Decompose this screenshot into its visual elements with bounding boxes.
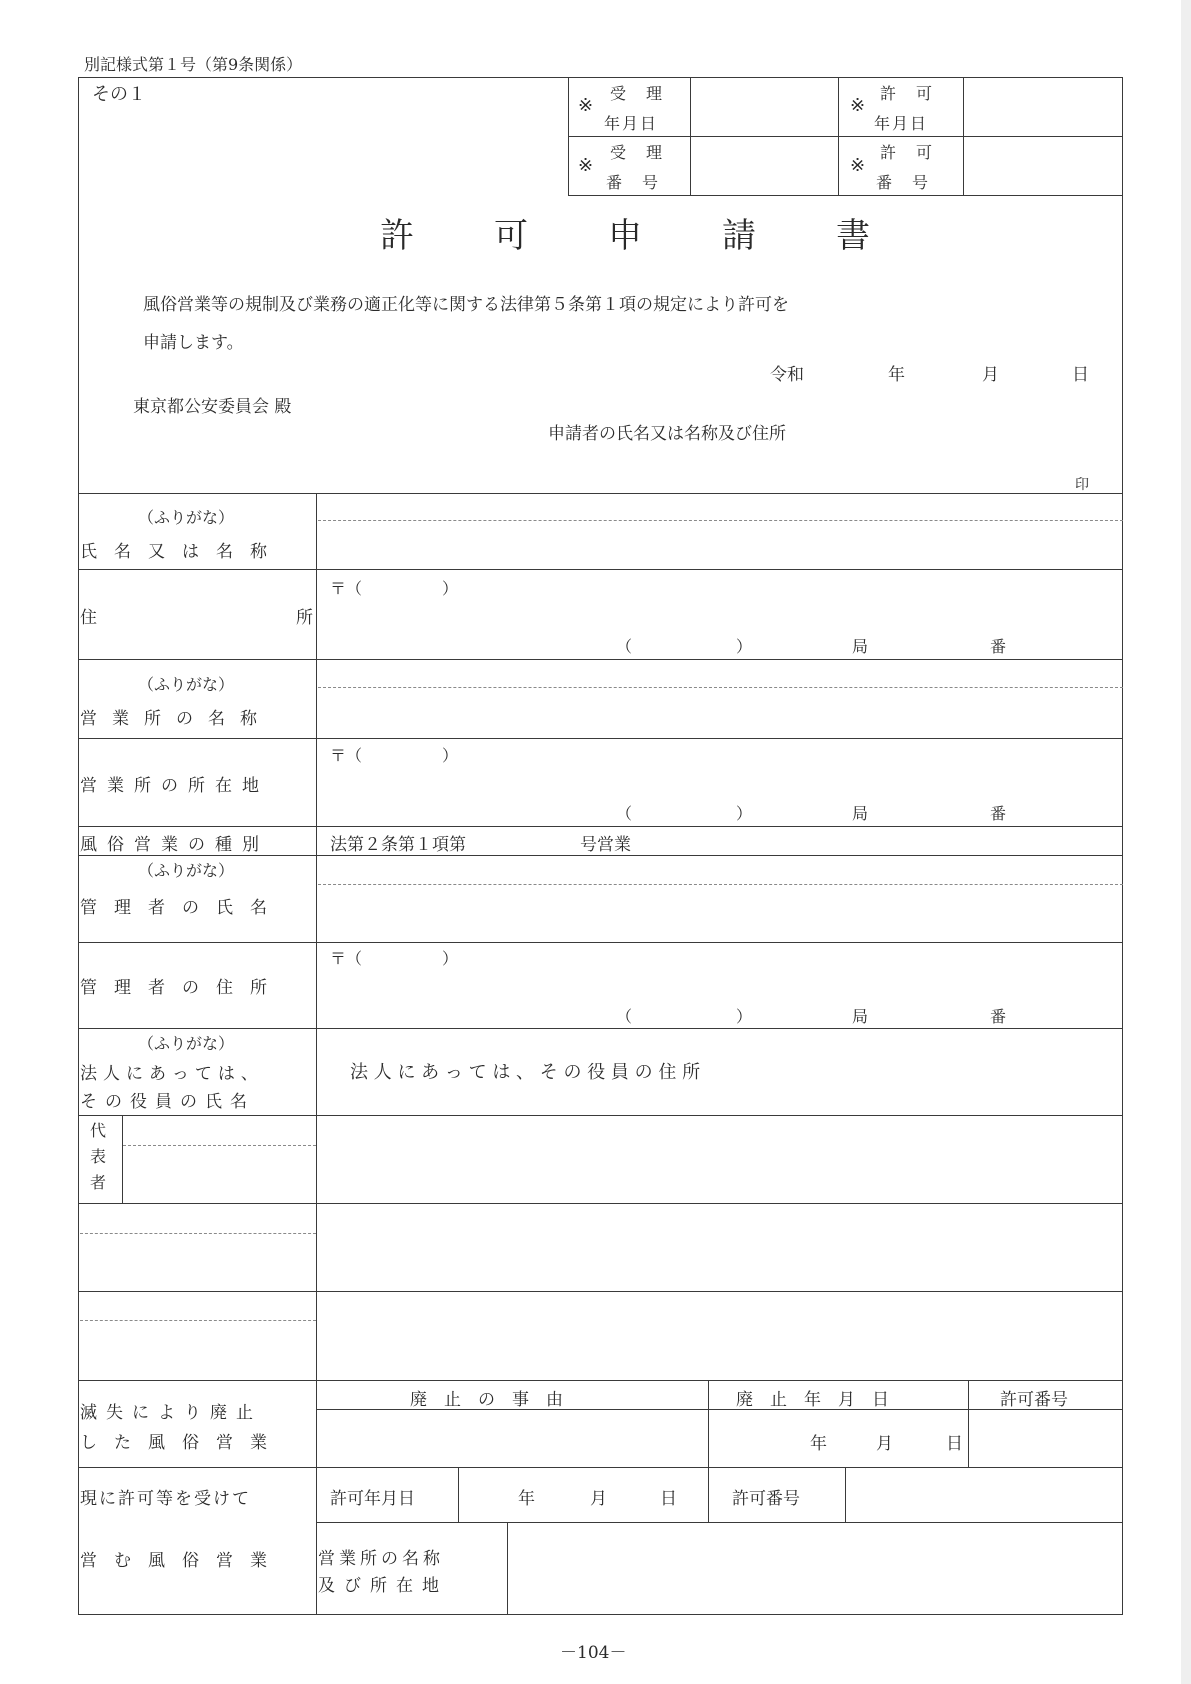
abolish-date-header: 廃 止 年 月 日 — [736, 1390, 889, 1410]
phone-open: （ — [616, 637, 633, 656]
name-label: 氏名又は名称 — [80, 542, 284, 562]
abolished-label-line-1: 滅失により廃止 — [80, 1403, 262, 1423]
business-type-suffix: 号営業 — [580, 835, 631, 855]
business-type-label: 風俗営業の種別 — [80, 835, 269, 855]
current-place-field[interactable] — [511, 1525, 1120, 1612]
representative-char-1: 代 — [90, 1121, 107, 1140]
address-label-end: 所 — [296, 608, 313, 628]
business-type-number-field[interactable] — [510, 829, 576, 853]
phone-close: ） — [736, 1007, 753, 1026]
abolish-month: 月 — [876, 1434, 893, 1454]
business-name-field[interactable] — [320, 690, 1120, 735]
manager-address-label: 管理者の住所 — [80, 978, 284, 998]
current-label-line-1: 現に許可等を受けて — [80, 1489, 251, 1509]
address-label-start: 住 — [80, 608, 97, 628]
phone-kyoku: 局 — [852, 1007, 869, 1026]
body-text-line-2: 申請します。 — [143, 333, 244, 353]
applicant-label: 申請者の氏名又は名称及び住所 — [548, 424, 786, 444]
representative-address-field[interactable] — [320, 1117, 1120, 1201]
page-number: －104－ — [560, 1643, 627, 1663]
postal-mark: 〒（ ） — [330, 746, 459, 765]
officer-2-furigana-field[interactable] — [80, 1205, 314, 1231]
phone-ban: 番 — [990, 804, 1007, 823]
addressee: 東京都公安委員会 殿 — [133, 397, 292, 417]
required-mark: ※ — [578, 95, 594, 116]
abolish-year: 年 — [810, 1434, 827, 1454]
current-year: 年 — [518, 1489, 535, 1509]
phone-close: ） — [736, 637, 753, 656]
abolish-reason-header: 廃 止 の 事 由 — [410, 1390, 563, 1410]
form-title: 許 可 申 請 書 — [380, 216, 874, 256]
permit-no-label-bottom: 番 号 — [876, 173, 931, 192]
officer-2-name-field[interactable] — [80, 1235, 314, 1289]
permit-no-label-top: 許 可 — [880, 143, 935, 162]
required-mark: ※ — [578, 155, 594, 176]
postal-mark: 〒（ ） — [330, 579, 459, 598]
current-permit-no-label: 許可番号 — [732, 1489, 800, 1509]
accept-date-label-bottom: 年月日 — [604, 114, 659, 133]
abolish-day: 日 — [946, 1434, 963, 1454]
current-label-line-2: 営む風俗営業 — [80, 1551, 284, 1571]
phone-kyoku: 局 — [852, 804, 869, 823]
officer-3-name-field[interactable] — [80, 1322, 314, 1378]
form-id: 別記様式第１号（第9条関係） — [84, 55, 303, 74]
current-permit-date-field[interactable] — [462, 1470, 705, 1520]
accept-no-label-bottom: 番 号 — [606, 173, 661, 192]
officer-2-address-field[interactable] — [320, 1205, 1120, 1289]
required-mark: ※ — [850, 95, 866, 116]
current-permit-date-label: 許可年月日 — [330, 1489, 415, 1509]
officers-label-line-1: 法人にあっては、 — [80, 1064, 264, 1084]
address-field[interactable] — [320, 572, 1120, 656]
abolish-permit-no-header: 許可番号 — [1000, 1390, 1068, 1410]
business-address-label: 営業所の所在地 — [80, 776, 269, 796]
seal-mark: 印 — [1075, 477, 1089, 493]
officer-3-furigana-field[interactable] — [80, 1293, 314, 1318]
representative-char-2: 表 — [90, 1147, 107, 1166]
name-furigana-label: （ふりがな） — [138, 508, 235, 527]
sono-label: その１ — [92, 84, 146, 105]
current-month: 月 — [590, 1489, 607, 1509]
page-edge — [1181, 0, 1191, 1684]
name-field[interactable] — [320, 523, 1120, 567]
abolish-reason-field[interactable] — [320, 1412, 705, 1465]
phone-ban: 番 — [990, 637, 1007, 656]
postal-mark: 〒（ ） — [330, 949, 459, 968]
current-place-label-line-1: 営業所の名称 — [318, 1549, 444, 1569]
business-address-field[interactable] — [320, 741, 1120, 824]
representative-furigana-field[interactable] — [125, 1117, 314, 1143]
phone-ban: 番 — [990, 1007, 1007, 1026]
abolish-date-field[interactable] — [712, 1412, 964, 1465]
current-day: 日 — [660, 1489, 677, 1509]
accept-date-label-top: 受 理 — [610, 84, 665, 103]
officer-3-address-field[interactable] — [320, 1293, 1120, 1378]
business-name-label: 営業所の名称 — [80, 709, 272, 729]
current-place-label-line-2: 及び所在地 — [318, 1576, 448, 1596]
manager-address-field[interactable] — [320, 945, 1120, 1025]
business-name-furigana-field[interactable] — [320, 662, 1120, 685]
permit-date-field[interactable] — [966, 80, 1120, 134]
phone-open: （ — [616, 804, 633, 823]
phone-kyoku: 局 — [852, 637, 869, 656]
phone-close: ） — [736, 804, 753, 823]
accept-no-field[interactable] — [692, 139, 836, 193]
name-furigana-field[interactable] — [320, 496, 1120, 518]
manager-name-field[interactable] — [320, 887, 1120, 939]
manager-furigana-label: （ふりがな） — [138, 861, 235, 880]
accept-no-label-top: 受 理 — [610, 143, 665, 162]
current-permit-no-field[interactable] — [849, 1470, 1120, 1520]
abolished-label-line-2: した風俗営業 — [80, 1433, 284, 1453]
abolish-permit-no-field[interactable] — [972, 1412, 1120, 1465]
business-type-prefix: 法第２条第１項第 — [330, 835, 466, 855]
permit-no-field[interactable] — [966, 139, 1120, 193]
accept-date-field[interactable] — [692, 80, 836, 134]
required-mark: ※ — [850, 155, 866, 176]
representative-char-3: 者 — [90, 1173, 107, 1192]
permit-date-label-bottom: 年月日 — [874, 114, 929, 133]
permit-date-label-top: 許 可 — [880, 84, 935, 103]
phone-open: （ — [616, 1007, 633, 1026]
manager-name-label: 管理者の氏名 — [80, 898, 284, 918]
body-text-line-1: 風俗営業等の規制及び業務の適正化等に関する法律第５条第１項の規定により許可を — [143, 295, 789, 315]
officers-label-line-2: その役員の氏名 — [80, 1092, 255, 1112]
business-name-furigana-label: （ふりがな） — [138, 675, 235, 694]
manager-furigana-field[interactable] — [320, 858, 1120, 882]
officers-address-header: 法 人 に あ っ て は 、 そ の 役 員 の 住 所 — [350, 1062, 701, 1083]
representative-name-field[interactable] — [125, 1147, 314, 1201]
officers-furigana-label: （ふりがな） — [138, 1034, 235, 1053]
